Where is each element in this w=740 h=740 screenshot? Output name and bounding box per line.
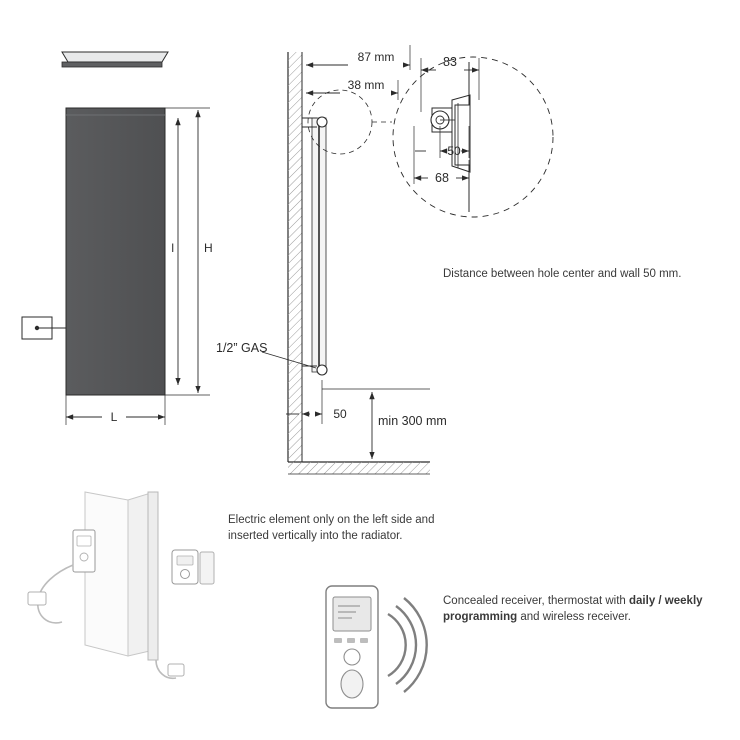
dim-height-l: l <box>171 241 174 255</box>
top-horizontal-dimensions <box>302 45 410 100</box>
dim-height-H: H <box>204 241 213 255</box>
note-receiver-part2: and wireless receiver. <box>517 610 631 623</box>
height-dimensions <box>165 108 213 395</box>
wall-section-view <box>288 52 430 474</box>
dim-50-detail: 50 <box>447 144 461 158</box>
dim-min-300mm: min 300 mm <box>378 414 447 428</box>
dim-68: 68 <box>435 171 449 185</box>
detail-enlargement <box>393 55 553 217</box>
dim-83: 83 <box>443 55 457 69</box>
note-receiver <box>443 594 733 625</box>
electric-element-illustration <box>28 492 214 678</box>
width-dimension <box>66 395 165 425</box>
dim-width-L: L <box>110 410 118 424</box>
note-receiver-part1: Concealed receiver, thermostat with <box>443 595 630 607</box>
radiator-front-view <box>22 52 168 395</box>
dim-50-bottom: 50 <box>333 407 347 421</box>
wireless-thermostat-illustration <box>326 586 427 708</box>
note-hole-center: Distance between hole center and wall 50 mm. <box>443 268 682 280</box>
note-receiver-bold: daily / weekly programming <box>443 595 703 623</box>
note-electric-element: Electric element only on the left side and inserted vertically into the radiator. <box>228 514 435 542</box>
dim-38mm: 38 mm <box>347 78 385 92</box>
bottom-dimensions <box>216 341 447 459</box>
dim-87mm: 87 mm <box>357 50 395 64</box>
label-gas-thread: 1/2” GAS <box>216 341 268 355</box>
